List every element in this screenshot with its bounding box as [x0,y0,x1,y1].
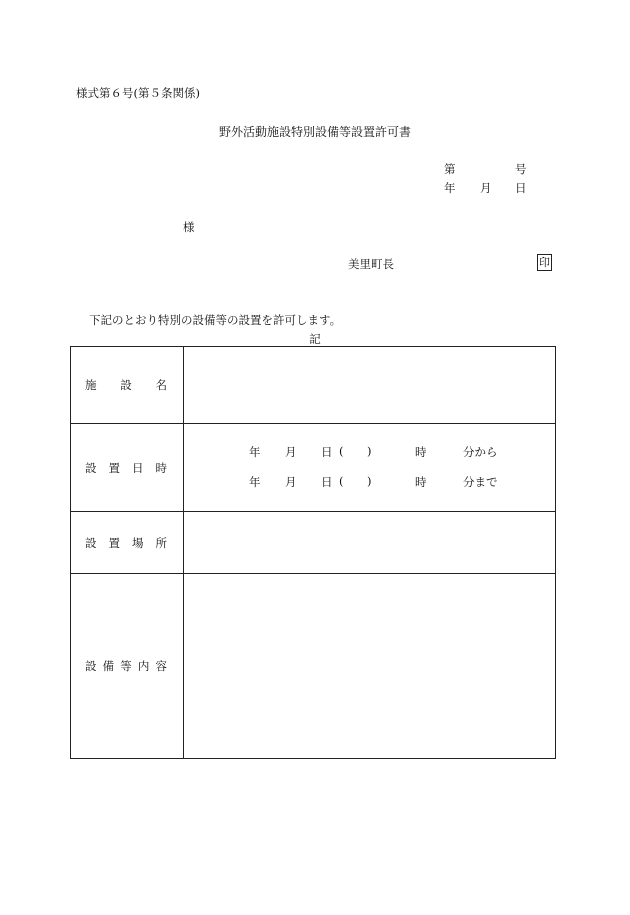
place-label [71,512,184,574]
datetime-value [184,424,556,512]
label-char: 設 [85,659,97,673]
place-row [71,512,556,574]
start-paren-close: ) [367,443,372,458]
issuer-name: 美里町長 [348,257,394,271]
place-value [184,512,556,574]
end-paren-close: ) [367,473,372,488]
datetime-row [71,424,556,512]
form-number-header: 様式第６号(第５条関係) [76,86,200,100]
permit-details-table [70,346,556,759]
label-char: 場 [132,535,144,550]
permit-statement: 下記のとおり特別の設備等の設置を許可します。 [89,313,342,327]
datetime-start [184,439,555,465]
end-paren-open: ( [339,473,344,488]
facility-value [184,347,556,424]
label-char: 置 [108,535,120,550]
datetime-label [71,424,184,512]
facility-label [71,347,184,424]
content-value [184,574,556,759]
label-char: 設 [85,535,97,550]
label-char: 内 [137,659,150,673]
start-paren-open: ( [339,443,344,458]
end-minute: 分まで [463,474,498,489]
facility-row [71,347,556,424]
start-day: 日 [321,444,333,459]
content-label [71,574,184,759]
start-month: 月 [285,444,297,459]
addressee-honorific: 様 [183,220,195,234]
content-row [71,574,556,759]
end-year: 年 [249,474,261,489]
document-title: 野外活動施設特別設備等設置許可書 [218,125,411,139]
label-char: 備 [102,659,115,673]
permit-number-prefix: 第 [444,162,456,176]
end-day: 日 [321,474,333,489]
label-char: 設 [120,378,132,392]
label-char: 設 [85,460,97,475]
label-char: 置 [108,460,120,475]
issue-date-year: 年 [444,181,456,195]
start-year: 年 [249,444,261,459]
label-char: 容 [155,659,167,673]
seal-mark: 印 [539,256,550,269]
label-char: 所 [155,535,167,550]
datetime-end [184,469,555,495]
issue-date-day: 日 [515,181,527,195]
label-char: 名 [155,378,167,392]
end-hour: 時 [415,474,427,489]
end-month: 月 [285,474,297,489]
label-char: 時 [155,460,167,475]
start-minute: 分から [463,444,498,459]
permit-number-suffix: 号 [515,162,527,176]
label-char: 施 [85,378,97,392]
issue-date-month: 月 [480,181,492,195]
start-hour: 時 [415,444,427,459]
ki-heading: 記 [309,332,321,346]
label-char: 等 [120,659,132,673]
label-char: 日 [132,460,144,475]
